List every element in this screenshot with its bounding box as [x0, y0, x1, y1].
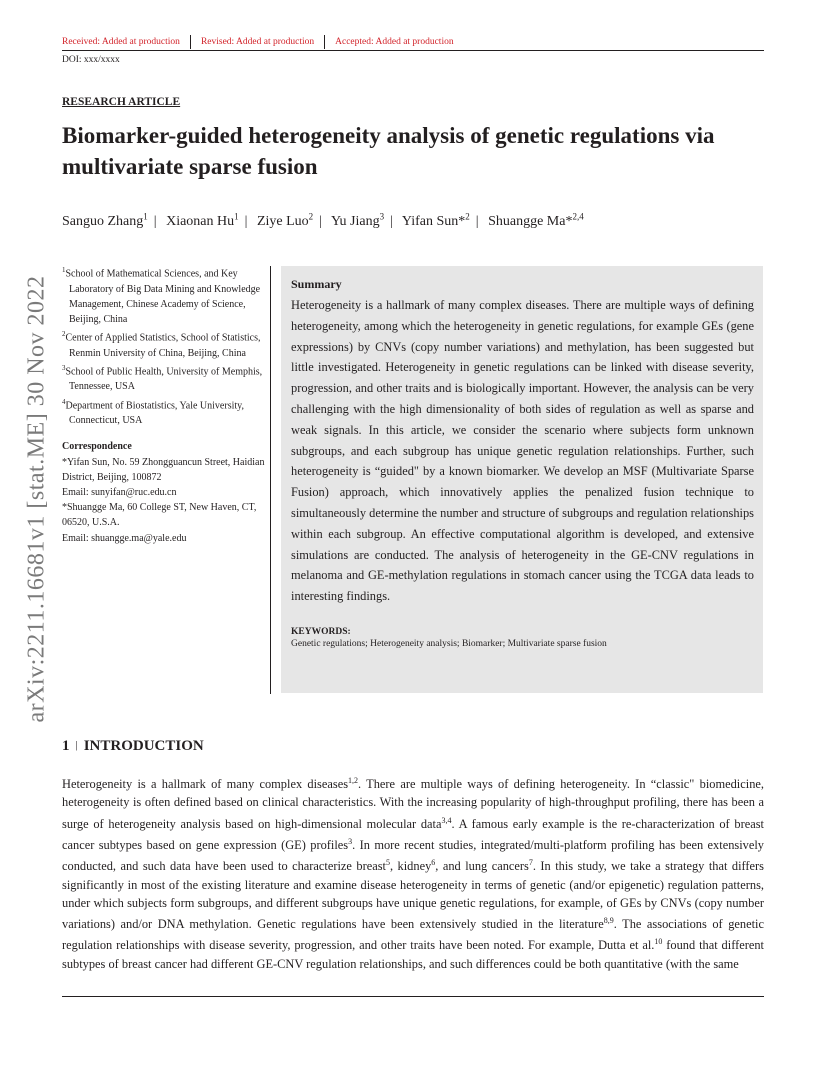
author: Yu Jiang$^3$	[330, 211, 385, 229]
section-heading: 1 | INTRODUCTION	[62, 738, 204, 754]
summary-text: Heterogeneity is a hallmark of many complex diseases. There are multiple ways of defining heterogeneity, among which the heterogeneity in genetic regulations, for example GEs (gene expressions) by CNVs (copy number variations) and methylation, has been suggested but little investigated. Heterogeneity in genetic regulations can be linked with disease severity, progression, and other traits and is biologically important. However, the analysis can be very challenging with the high dimensionality of both sides of regulation as well as sparse and weak signals. In this article, we consider the scenario where subjects form unknown subgroups, and each subgroup has unique genetic regulation relationships. Further, such heterogeneity is “guided" by a known biomarker. We develop an MSF (Multivariate Sparse Fusion) approach, which innovatively applies the penalized fusion technique to simultaneously determine the number and structure of subgroups and regulation relationships within each subgroup. An effective computational algorithm is developed, and extensive simulations are conducted. The analysis of heterogeneity in the GE-CNV regulations in melanoma and GE-methylation regulations in stomach cancer using the TCGA data leads to interesting findings.	[291, 298, 754, 604]
affiliation: $^3$School of Public Health, University of Memphis, Tennessee, USA	[62, 363, 263, 393]
footer-rule	[62, 996, 764, 997]
citation-ref[interactable]: 8,9	[603, 915, 614, 925]
introduction-paragraph	[62, 772, 764, 973]
intro-text-run: . There are multiple ways of defining heterogeneity. In “classic" biomedicine, heterogeneity is often defined based on clinical characteristics. With the increasing popularity of high-throughput profiling, there has been a surge of heterogeneity analysis based on high-dimensional molecular data	[62, 777, 764, 831]
section-title: INTRODUCTION	[83, 738, 204, 754]
intro-text-run: found that different subtypes of breast cancer had different GE-CNV regulation relationships, and such differences could be both quantitative (with the same	[62, 938, 764, 971]
correspondence-email: Email: sunyifan@ruc.edu.cn	[62, 486, 177, 498]
citation-ref[interactable]: 1,2	[348, 776, 359, 785]
intro-text-run: , and lung cancers	[435, 859, 529, 874]
keywords-heading: KEYWORDS:	[291, 626, 351, 637]
intro-text-run: . A famous early example is the re-characterization of breast cancer subtypes based on gene expression (GE) profiles	[62, 816, 764, 852]
citation-ref[interactable]: 3,4	[441, 815, 452, 825]
header-rule	[62, 50, 764, 51]
affiliation: $^2$Center of Applied Statistics, School of Statistics, Renmin University of China, Beijing, China	[62, 330, 261, 359]
affiliation: $^1$School of Mathematical Sciences, and Key Laboratory of Big Data Mining and Knowledge Management, Chinese Academy of Science, Beijing, China	[62, 266, 261, 325]
affiliation: $^4$Department of Biostatistics, Yale University, Connecticut, USA	[62, 397, 244, 427]
citation-ref[interactable]: 7	[528, 858, 533, 868]
citation-ref[interactable]: 5	[385, 858, 390, 868]
author: Ziye Luo$^2$	[256, 211, 314, 229]
article-type: RESEARCH ARTICLE	[62, 96, 181, 108]
author: Shuangge Ma*$^{2,4}$	[488, 211, 584, 229]
summary-heading: Summary	[291, 277, 342, 291]
correspondence-email: Email: shuangge.ma@yale.edu	[62, 532, 187, 544]
citation-ref[interactable]: 6	[431, 858, 436, 868]
correspondence-line: *Yifan Sun, No. 59 Zhongguancun Street, Haidian District, Beijing, 100872	[62, 456, 265, 483]
author-list: Sanguo Zhang$^1$ | Xiaonan Hu$^1$ | Ziye Luo$^2$ | Yu Jiang$^3$ | Yifan Sun*$^2$ | Shuangge Ma*$^{2,4}$	[62, 211, 584, 229]
column-divider	[270, 266, 271, 694]
citation-ref[interactable]: 10	[654, 937, 663, 947]
correspondence-line: *Shuangge Ma, 60 College ST, New Haven, CT, 06520, U.S.A.	[62, 502, 257, 529]
section-number: 1	[62, 738, 70, 754]
keywords-list: Genetic regulations; Heterogeneity analysis; Biomarker; Multivariate sparse fusion	[291, 638, 607, 649]
publication-dates	[62, 35, 764, 49]
intro-text-run: . The associations of genetic regulation relationships with disease severity, progression, and other traits have been noted. For example, Dutta et al.	[62, 917, 764, 953]
arxiv-identifier: arXiv:2211.16681v1 [stat.ME] 30 Nov 2022	[23, 275, 50, 723]
summary-box	[281, 266, 763, 693]
intro-text-run: Heterogeneity is a hallmark of many complex diseases	[62, 777, 349, 792]
author: Sanguo Zhang$^1$	[62, 211, 148, 229]
revised-date: Revised: Added at production	[190, 35, 324, 49]
correspondence-heading: Correspondence	[62, 441, 132, 453]
citation-ref[interactable]: 3	[348, 836, 353, 846]
author: Yifan Sun*$^2$	[401, 211, 470, 229]
intro-text-run: . In this study, we take a strategy that differs significantly in most of the existing literature and examine disease heterogeneity in terms of genetic (and/or epigenetic) regulation patterns, under which subjects form subgroups, and different subgroups have unique genetic regulations, for example, of GEs by CNVs (copy number variations) and/or DNA methylation. Genetic regulations have been extensively studied in the literature	[62, 859, 764, 932]
paper-title: Biomarker-guided heterogeneity analysis of genetic regulations via multivariate sparse fusion	[62, 123, 715, 179]
intro-text-run: . In more recent studies, integrated/multi-platform profiling has been extensively conducted, and such data have been used to characterize breast	[62, 837, 764, 874]
received-date: Received: Added at production	[62, 37, 180, 47]
doi: DOI: xxx/xxxx	[62, 55, 120, 65]
affiliations-column	[62, 263, 267, 546]
intro-text-run: , kidney	[389, 859, 432, 874]
accepted-date: Accepted: Added at production	[324, 35, 463, 49]
author: Xiaonan Hu$^1$	[166, 211, 239, 229]
